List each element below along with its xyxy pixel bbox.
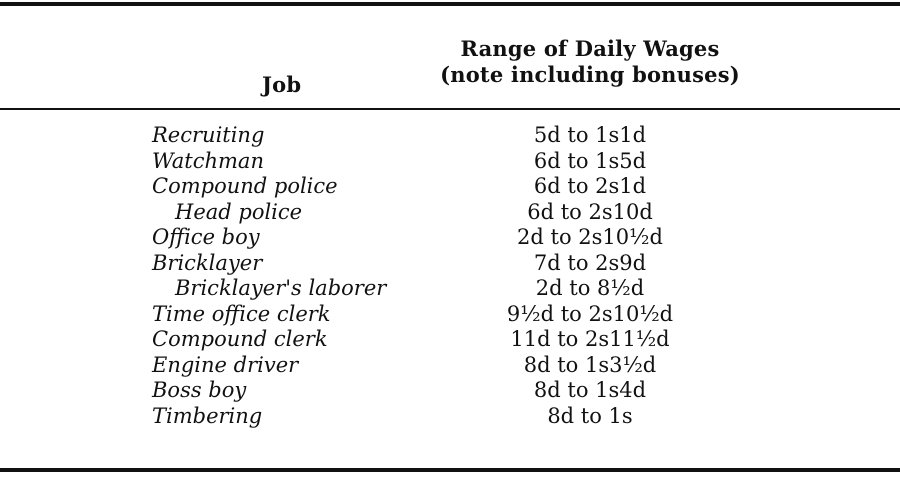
job-cell: Compound clerk — [152, 327, 328, 351]
table-row — [0, 251, 900, 277]
table-row — [0, 353, 900, 379]
wage-range-cell: 8d to 1s3½d — [523, 352, 657, 377]
column-header-range-line2: (note including bonuses) — [440, 62, 740, 87]
wage-range-cell: 6d to 2s1d — [533, 174, 647, 198]
wage-range-cell: 5d to 1s1d — [533, 123, 647, 147]
job-cell: Time office clerk — [152, 301, 331, 326]
header-divider-rule — [0, 108, 900, 110]
table-bottom-rule — [0, 468, 900, 472]
table-row — [0, 200, 900, 226]
wage-range-cell: 8d to 1s4d — [533, 378, 647, 402]
job-cell: Engine driver — [152, 352, 299, 377]
wage-range-cell: 2d to 2s10½d — [517, 225, 663, 249]
table-row — [0, 327, 900, 353]
table-row — [0, 378, 900, 404]
table-row — [0, 149, 900, 175]
job-cell: Head police — [175, 199, 303, 224]
wage-range-cell: 9½d to 2s10½d — [506, 301, 674, 326]
wage-range-cell: 11d to 2s11½d — [510, 327, 670, 351]
job-cell: Boss boy — [152, 378, 247, 402]
wage-range-cell: 8d to 1s — [547, 403, 633, 428]
column-header-range — [440, 36, 740, 88]
table-row — [0, 174, 900, 200]
table-row — [0, 225, 900, 251]
column-header-job: Job — [262, 72, 302, 97]
job-cell: Recruiting — [152, 123, 265, 147]
job-cell: Office boy — [152, 225, 260, 249]
job-cell: Watchman — [152, 148, 264, 173]
job-cell: Bricklayer's laborer — [175, 276, 387, 300]
wage-range-cell: 2d to 8½d — [535, 276, 645, 300]
table-row — [0, 302, 900, 328]
table-row — [0, 123, 900, 149]
job-cell: Bricklayer — [152, 250, 263, 275]
job-cell: Compound police — [152, 174, 338, 198]
table-row — [0, 276, 900, 302]
column-header-range-line1: Range of Daily Wages — [460, 36, 720, 61]
table-body — [0, 123, 900, 429]
wage-range-cell: 7d to 2s9d — [533, 250, 647, 275]
table-row — [0, 404, 900, 430]
wage-range-cell: 6d to 1s5d — [533, 148, 647, 173]
wage-range-cell: 6d to 2s10d — [527, 199, 653, 224]
table-top-rule — [0, 2, 900, 6]
job-cell: Timbering — [152, 403, 263, 428]
